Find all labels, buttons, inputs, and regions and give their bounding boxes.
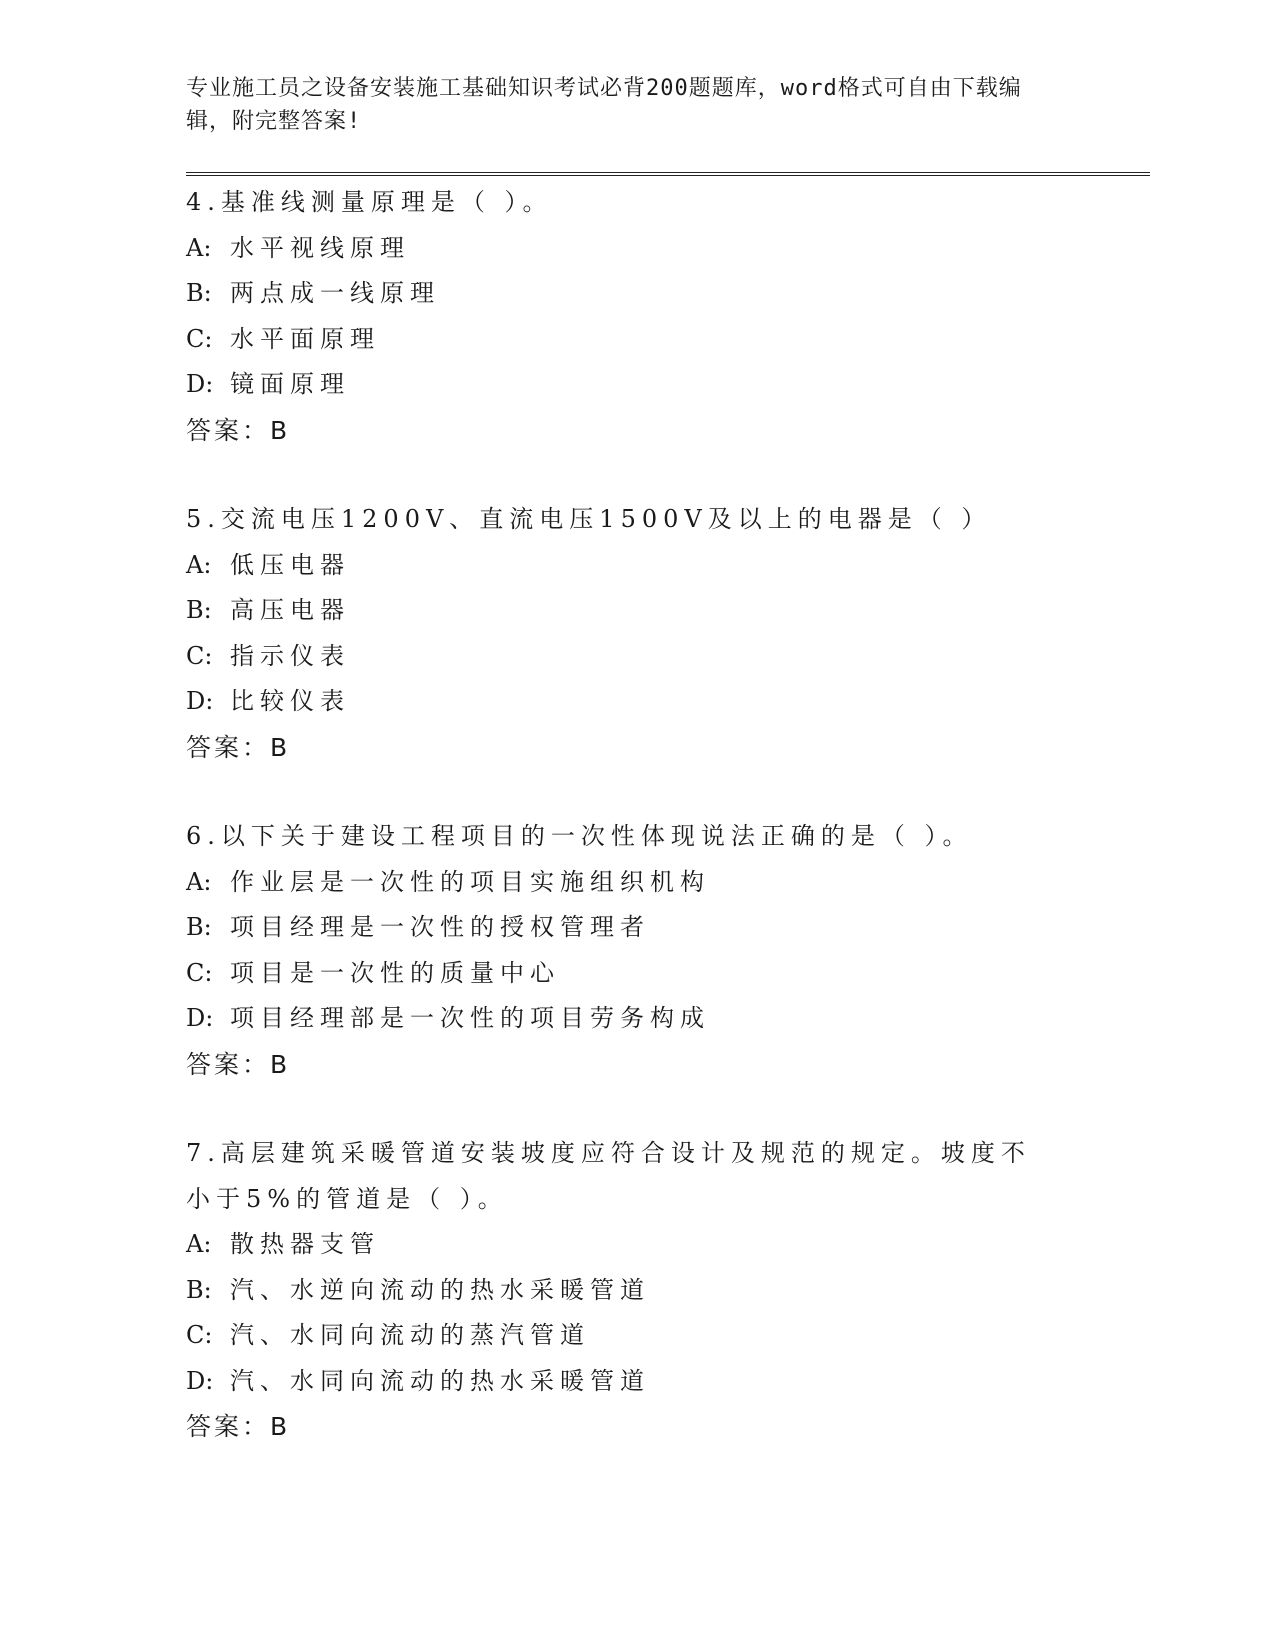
- option-text: 指示仪表: [230, 641, 350, 670]
- option-d: [186, 1359, 1146, 1405]
- document-header-title: 专业施工员之设备安装施工基础知识考试必背200题题库，word格式可自由下载编辑，附完整答案!: [186, 76, 1022, 134]
- option-key: C:: [186, 641, 213, 670]
- answer-line: 答案：B: [186, 732, 291, 762]
- option-text: 作业层是一次性的项目实施组织机构: [230, 867, 710, 896]
- option-c: [186, 634, 1146, 680]
- option-key: C:: [186, 958, 213, 987]
- option-text: 汽、水同向流动的热水采暖管道: [230, 1366, 650, 1395]
- option-key: D:: [186, 370, 214, 398]
- option-text: 水平视线原理: [230, 233, 410, 262]
- option-key: A:: [186, 233, 212, 262]
- option-key: D:: [186, 687, 214, 715]
- question-list: [186, 180, 1146, 1450]
- option-text: 比较仪表: [230, 687, 350, 715]
- option-text: 项目经理部是一次性的项目劳务构成: [230, 1004, 710, 1032]
- option-key: A:: [186, 867, 212, 896]
- option-key: D:: [186, 1004, 214, 1032]
- question-7: [186, 1131, 1146, 1450]
- option-text: 汽、水同向流动的蒸汽管道: [230, 1321, 590, 1349]
- option-text: 两点成一线原理: [230, 279, 440, 307]
- header-divider: [186, 172, 1150, 176]
- answer-line: 答案：B: [186, 1412, 291, 1441]
- question-stem: 6.以下关于建设工程项目的一次性体现说法正确的是（ ）。: [186, 822, 973, 850]
- option-b: [186, 1268, 1146, 1314]
- question-stem: 4.基准线测量原理是（ ）。: [186, 188, 553, 216]
- option-c: [186, 317, 1146, 363]
- question-5: [186, 497, 1146, 770]
- option-a: [186, 543, 1146, 589]
- question-stem: 5.交流电压1200V、直流电压1500V及以上的电器是（ ）: [186, 505, 992, 533]
- question-4: [186, 180, 1146, 453]
- option-key: A:: [186, 1230, 212, 1258]
- option-a: [186, 860, 1146, 906]
- option-key: B:: [186, 913, 212, 941]
- option-text: 项目经理是一次性的授权管理者: [230, 913, 650, 941]
- document-page: [186, 72, 1146, 1494]
- option-text: 汽、水逆向流动的热水采暖管道: [230, 1275, 650, 1304]
- answer-line: 答案：B: [186, 415, 291, 445]
- option-key: B:: [186, 279, 212, 307]
- option-b: [186, 271, 1146, 317]
- option-text: 散热器支管: [230, 1230, 380, 1258]
- option-key: A:: [186, 550, 212, 579]
- option-key: C:: [186, 1321, 213, 1349]
- option-d: [186, 362, 1146, 408]
- option-c: [186, 1313, 1146, 1359]
- option-d: [186, 679, 1146, 725]
- option-key: D:: [186, 1366, 214, 1395]
- option-key: C:: [186, 324, 213, 353]
- answer-line: 答案：B: [186, 1049, 291, 1079]
- option-key: B:: [186, 596, 212, 624]
- option-b: [186, 905, 1146, 951]
- option-text: 镜面原理: [230, 370, 350, 398]
- option-c: [186, 951, 1146, 997]
- option-a: [186, 1222, 1146, 1268]
- option-text: 水平面原理: [230, 324, 380, 353]
- option-text: 高压电器: [230, 596, 350, 624]
- option-text: 低压电器: [230, 550, 350, 579]
- question-stem: 7.高层建筑采暖管道安装坡度应符合设计及规范的规定。坡度不小于5%的管道是（ ）。: [186, 1139, 1031, 1213]
- option-key: B:: [186, 1275, 212, 1304]
- option-b: [186, 588, 1146, 634]
- option-d: [186, 996, 1146, 1042]
- question-6: [186, 814, 1146, 1087]
- option-a: [186, 226, 1146, 272]
- option-text: 项目是一次性的质量中心: [230, 958, 560, 987]
